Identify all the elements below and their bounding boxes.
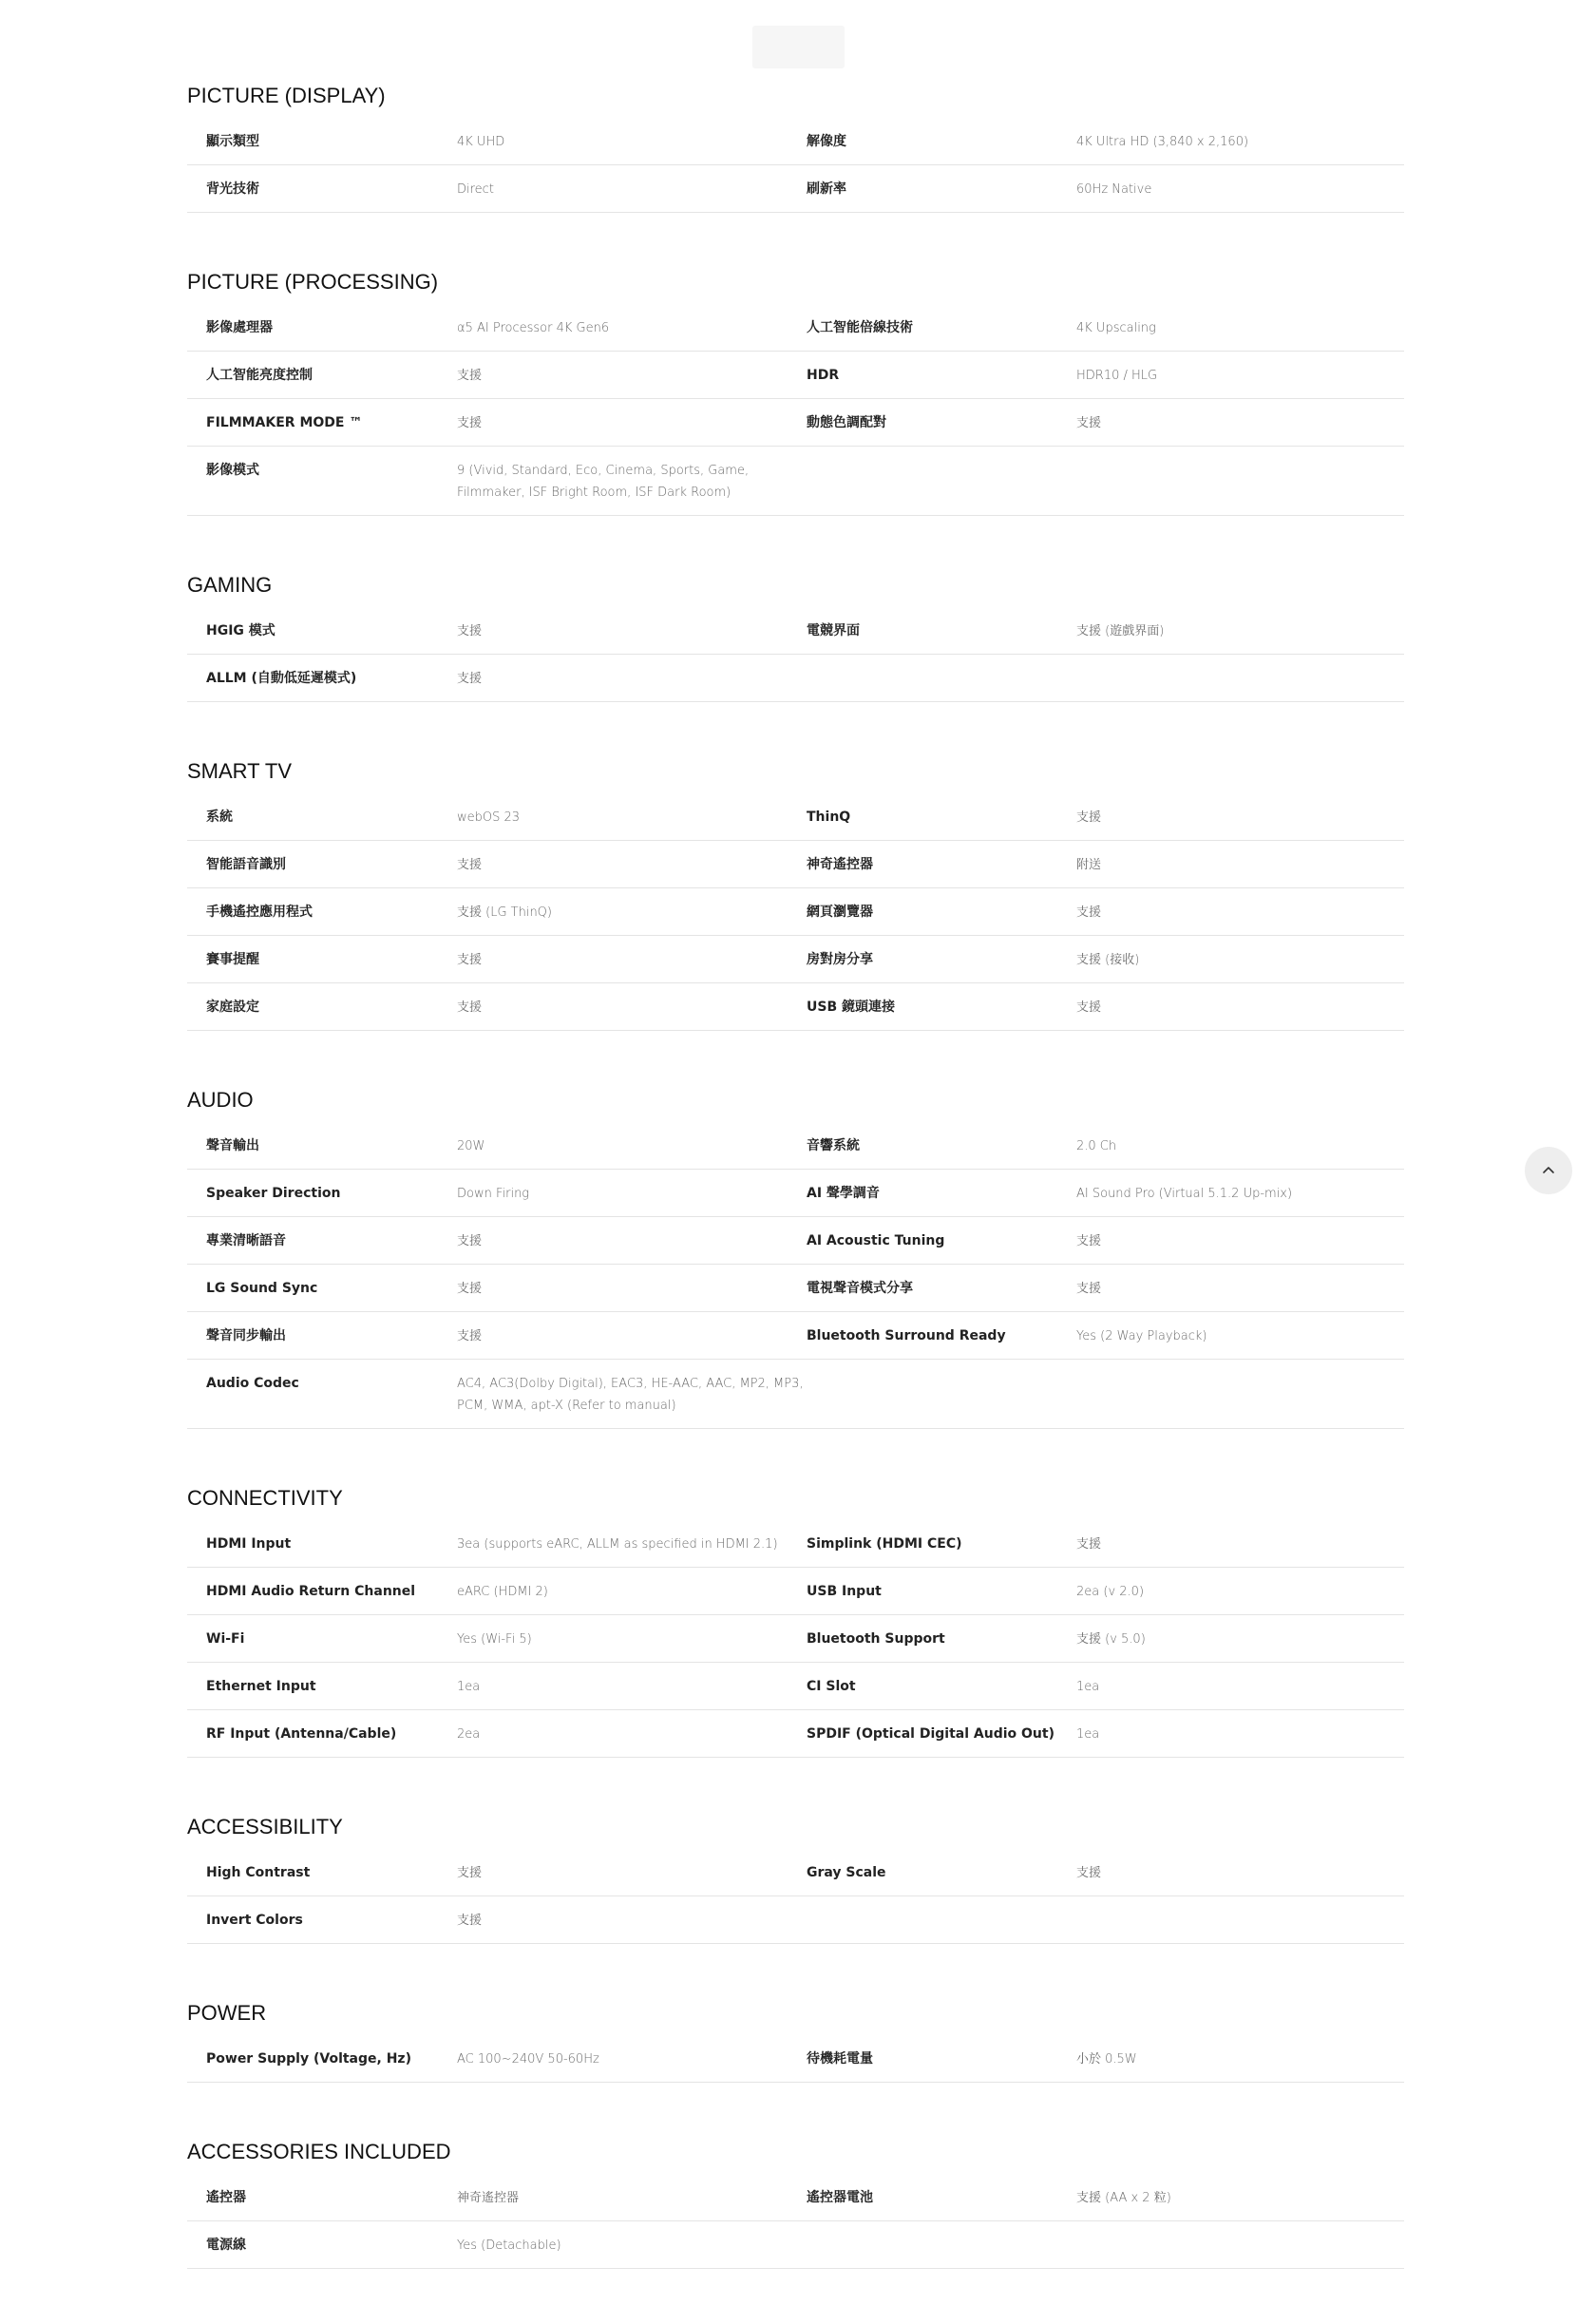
spec-label — [807, 447, 1076, 515]
spec-row — [187, 1710, 1404, 1758]
spec-value: 附送 — [1076, 858, 1102, 872]
spec-label: 專業清晰語音 — [206, 1233, 286, 1248]
spec-label: 解像度 — [807, 134, 846, 149]
spec-row — [187, 352, 1404, 399]
section-title: ACCESSORIES INCLUDED — [187, 2140, 451, 2163]
spec-row — [187, 118, 1404, 165]
section-title: PICTURE (DISPLAY) — [187, 84, 386, 107]
spec-table — [187, 1520, 1404, 1758]
spec-table — [187, 2035, 1404, 2083]
spec-label: AI 聲學調音 — [807, 1186, 880, 1201]
spec-label: Speaker Direction — [206, 1186, 341, 1201]
spec-label: 遙控器 — [206, 2190, 246, 2205]
spec-label: High Contrast — [206, 1865, 311, 1880]
spec-label: 電源線 — [206, 2238, 246, 2253]
spec-value: 支援 — [457, 672, 483, 686]
spec-value: 支援 — [1076, 416, 1102, 430]
spec-section-picture-display — [187, 80, 1404, 213]
spec-value: 支援 (LG ThinQ) — [457, 905, 552, 920]
spec-row — [187, 1122, 1404, 1170]
spec-table — [187, 1122, 1404, 1429]
spec-section-accessibility — [187, 1811, 1404, 1944]
spec-value: AC4, AC3(Dolby Digital), EAC3, HE-AAC, AAC, MP2, MP3, PCM, WMA, apt-X (Refer to manual) — [457, 1377, 804, 1413]
spec-label: FILMMAKER MODE ™ — [206, 415, 363, 430]
spec-label: 人工智能倍線技術 — [807, 320, 913, 335]
spec-row — [187, 1170, 1404, 1217]
spec-label: 動態色調配對 — [807, 415, 886, 430]
spec-row — [187, 1312, 1404, 1360]
spec-row — [187, 936, 1404, 983]
spec-label: 顯示類型 — [206, 134, 259, 149]
spec-label: ThinQ — [807, 810, 851, 825]
spec-label: AI Acoustic Tuning — [807, 1233, 945, 1248]
spec-value — [1076, 2221, 1404, 2268]
spec-value: 支援 — [457, 624, 483, 638]
spec-label: Simplink (HDMI CEC) — [807, 1536, 962, 1552]
spec-value: 9 (Vivid, Standard, Eco, Cinema, Sports, Game, Filmmaker, ISF Bright Room, ISF Dark Room) — [457, 464, 750, 500]
spec-label: Wi-Fi — [206, 1631, 245, 1647]
spec-value: 支援 — [457, 1329, 483, 1343]
spec-value: 3ea (supports eARC, ALLM as specified in HDMI 2.1) — [457, 1537, 778, 1552]
spec-row — [187, 983, 1404, 1031]
spec-value: 4K UHD — [457, 135, 505, 149]
spec-label: 智能語音識別 — [206, 857, 286, 872]
spec-value: 2ea (v 2.0) — [1076, 1585, 1145, 1599]
spec-label: Power Supply (Voltage, Hz) — [206, 2051, 411, 2067]
spec-row — [187, 399, 1404, 447]
spec-value — [1076, 655, 1404, 701]
spec-label: 聲音同步輸出 — [206, 1328, 286, 1343]
spec-row — [187, 1663, 1404, 1710]
spec-value: 2ea — [457, 1727, 481, 1742]
spec-label: Gray Scale — [807, 1865, 886, 1880]
spec-label — [807, 1896, 1076, 1943]
spec-value: AC 100~240V 50-60Hz — [457, 2052, 599, 2067]
spec-label: 電競界面 — [807, 623, 860, 638]
spec-value: 支援 — [457, 416, 483, 430]
spec-label: RF Input (Antenna/Cable) — [206, 1726, 397, 1742]
spec-value: Yes (Wi-Fi 5) — [457, 1632, 532, 1647]
spec-row — [187, 888, 1404, 936]
spec-value: 20W — [457, 1139, 485, 1153]
spec-value: 支援 — [1076, 1282, 1102, 1296]
spec-label: 系統 — [206, 810, 233, 825]
spec-section-smart-tv — [187, 755, 1404, 1031]
section-title: AUDIO — [187, 1088, 254, 1112]
spec-row — [187, 2174, 1404, 2221]
spec-row — [187, 447, 1404, 516]
spec-row — [187, 1896, 1404, 1944]
spec-section-audio — [187, 1084, 1404, 1429]
back-to-top-button[interactable] — [1525, 1147, 1572, 1194]
spec-label: USB Input — [807, 1584, 882, 1599]
spec-value: 小於 0.5W — [1076, 2052, 1137, 2067]
spec-value: 1ea — [1076, 1680, 1100, 1694]
spec-row — [187, 1360, 1404, 1429]
spec-value — [1076, 447, 1404, 515]
spec-value: 支援 — [1076, 1000, 1102, 1015]
spec-row — [187, 1849, 1404, 1896]
spec-value: 神奇遙控器 — [457, 2191, 520, 2205]
spec-label: 人工智能亮度控制 — [206, 368, 313, 383]
spec-value: 支援 — [457, 1866, 483, 1880]
spec-value: Direct — [457, 182, 494, 197]
spec-value: 支援 — [1076, 1866, 1102, 1880]
spec-value — [1076, 1896, 1404, 1943]
spec-label: 音響系統 — [807, 1138, 860, 1153]
spec-label: SPDIF (Optical Digital Audio Out) — [807, 1726, 1054, 1742]
spec-label: HDMI Audio Return Channel — [206, 1584, 416, 1599]
spec-label — [807, 2221, 1076, 2268]
top-tab-placeholder[interactable] — [752, 26, 845, 68]
spec-label: USB 鏡頭連接 — [807, 1000, 895, 1015]
section-title: POWER — [187, 2001, 267, 2025]
spec-value: 4K Upscaling — [1076, 321, 1156, 335]
spec-list — [187, 80, 1404, 2322]
section-title: ACCESSIBILITY — [187, 1815, 343, 1838]
spec-table — [187, 304, 1404, 516]
spec-label: 遙控器電池 — [807, 2190, 873, 2205]
spec-row — [187, 304, 1404, 352]
spec-value — [1076, 1360, 1404, 1428]
spec-value: 支援 (接收) — [1076, 953, 1140, 967]
spec-value: 支援 — [457, 369, 483, 383]
spec-label: HDR — [807, 368, 840, 383]
spec-label: Ethernet Input — [206, 1679, 316, 1694]
spec-row — [187, 655, 1404, 702]
spec-table — [187, 1849, 1404, 1944]
spec-section-accessories-included — [187, 2136, 1404, 2269]
spec-table — [187, 607, 1404, 702]
spec-row — [187, 793, 1404, 841]
spec-label: 手機遙控應用程式 — [206, 905, 313, 920]
spec-label: Invert Colors — [206, 1913, 303, 1928]
spec-value: 支援 — [457, 1282, 483, 1296]
spec-row — [187, 607, 1404, 655]
spec-value: 2.0 Ch — [1076, 1139, 1117, 1153]
spec-label: 家庭設定 — [206, 1000, 259, 1015]
spec-label: 待機耗電量 — [807, 2051, 873, 2067]
spec-row — [187, 1568, 1404, 1615]
section-title: PICTURE (PROCESSING) — [187, 270, 439, 294]
spec-value: 1ea — [457, 1680, 481, 1694]
spec-row — [187, 2221, 1404, 2269]
spec-value: 支援 — [457, 858, 483, 872]
spec-label: Bluetooth Surround Ready — [807, 1328, 1006, 1343]
spec-label — [807, 1360, 1076, 1428]
spec-label: Audio Codec — [206, 1376, 299, 1391]
section-title: SMART TV — [187, 759, 293, 783]
spec-label: ALLM (自動低延遲模式) — [206, 671, 357, 686]
spec-label: LG Sound Sync — [206, 1281, 318, 1296]
spec-value: 支援 (v 5.0) — [1076, 1632, 1146, 1647]
spec-label: 神奇遙控器 — [807, 857, 873, 872]
spec-section-picture-processing — [187, 266, 1404, 516]
spec-value: 4K Ultra HD (3,840 x 2,160) — [1076, 135, 1249, 149]
spec-value: 支援 — [457, 953, 483, 967]
spec-label: 背光技術 — [206, 181, 259, 197]
spec-value: 支援 — [457, 1234, 483, 1248]
spec-label: 房對房分享 — [807, 952, 873, 967]
spec-section-connectivity — [187, 1482, 1404, 1758]
spec-label: 影像處理器 — [206, 320, 273, 335]
spec-value: 1ea — [1076, 1727, 1100, 1742]
spec-row — [187, 1265, 1404, 1312]
spec-label: 聲音輸出 — [206, 1138, 259, 1153]
spec-label: 賽事提醒 — [206, 952, 259, 967]
spec-row — [187, 1520, 1404, 1568]
spec-row — [187, 1615, 1404, 1663]
spec-value: HDR10 / HLG — [1076, 369, 1158, 383]
spec-label: 刷新率 — [807, 181, 846, 197]
spec-value: α5 AI Processor 4K Gen6 — [457, 321, 610, 335]
spec-label: HDMI Input — [206, 1536, 292, 1552]
spec-value: 支援 — [457, 1914, 483, 1928]
spec-value: Yes (Detachable) — [457, 2238, 561, 2253]
spec-label: 影像模式 — [206, 463, 259, 478]
spec-value: 支援 — [1076, 810, 1102, 825]
spec-section-gaming — [187, 569, 1404, 702]
spec-row — [187, 165, 1404, 213]
spec-value: Yes (2 Way Playback) — [1076, 1329, 1207, 1343]
spec-table — [187, 118, 1404, 213]
spec-value: Down Firing — [457, 1187, 530, 1201]
spec-row — [187, 841, 1404, 888]
spec-label: Bluetooth Support — [807, 1631, 945, 1647]
spec-label: 網頁瀏覽器 — [807, 905, 873, 920]
spec-value: 支援 — [1076, 1234, 1102, 1248]
spec-table — [187, 2174, 1404, 2269]
spec-value: 支援 — [1076, 1537, 1102, 1552]
section-title: CONNECTIVITY — [187, 1486, 343, 1510]
spec-table — [187, 793, 1404, 1031]
spec-label: HGIG 模式 — [206, 623, 276, 638]
spec-value: 60Hz Native — [1076, 182, 1152, 197]
section-title: GAMING — [187, 573, 273, 597]
spec-row — [187, 1217, 1404, 1265]
chevron-up-icon — [1541, 1163, 1556, 1178]
spec-value: 支援 (AA x 2 粒) — [1076, 2191, 1171, 2205]
spec-value: webOS 23 — [457, 810, 521, 825]
spec-value: eARC (HDMI 2) — [457, 1585, 548, 1599]
spec-label — [807, 655, 1076, 701]
spec-row — [187, 2035, 1404, 2083]
spec-value: 支援 (遊戲界面) — [1076, 624, 1165, 638]
spec-section-power — [187, 1997, 1404, 2083]
spec-label: 電視聲音模式分享 — [807, 1281, 913, 1296]
spec-value: 支援 — [457, 1000, 483, 1015]
spec-value: AI Sound Pro (Virtual 5.1.2 Up-mix) — [1076, 1187, 1293, 1201]
spec-value: 支援 — [1076, 905, 1102, 920]
spec-label: CI Slot — [807, 1679, 856, 1694]
